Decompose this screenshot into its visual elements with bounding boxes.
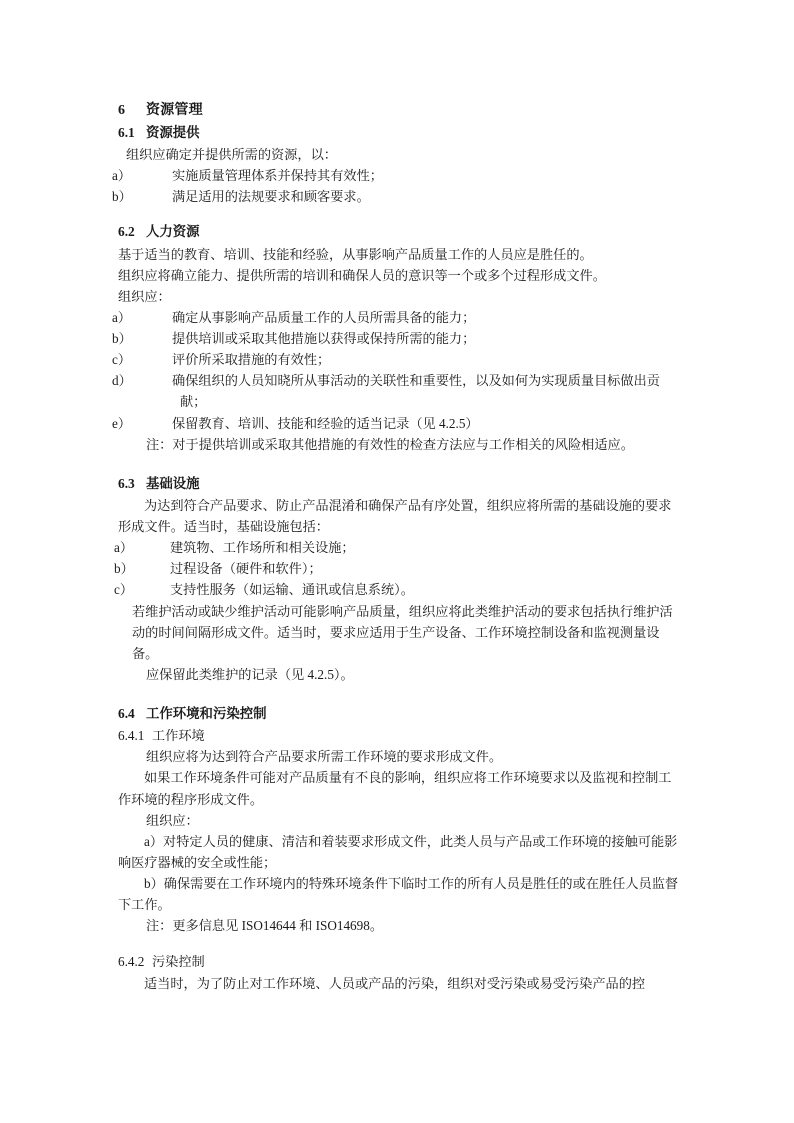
section-6-2-paragraph-2: 组织应将确立能力、提供所需的培训和确保人员的意识等一个或多个过程形成文件。	[118, 267, 606, 283]
section-6-title: 资源管理	[146, 103, 203, 118]
list-item	[112, 413, 684, 434]
list-item-label: a）	[112, 309, 132, 325]
list-item	[112, 349, 684, 370]
list-item	[112, 165, 684, 186]
section-6-4-1-number: 6.4.1	[118, 728, 145, 744]
section-6-4-1-paragraph-3: 组织应：	[146, 812, 199, 828]
section-6-3-paragraph-2: 若维护活动或缺少维护活动可能影响产品质量，组织应将此类维护活动的要求包括执行维护活动的时间间隔形成文件。适当时，要求应适用于生产设备、工作环境控制设备和监视测量设备。	[132, 603, 673, 661]
spacer	[118, 207, 684, 222]
list-item	[112, 328, 684, 349]
list-item	[114, 579, 684, 600]
heading-section-6-1	[118, 123, 684, 143]
list-item-text: 实施质量管理体系并保持其有效性；	[172, 168, 383, 184]
section-6-2-number: 6.2	[118, 224, 135, 240]
list-item-text: 过程设备（硬件和软件）；	[170, 561, 322, 577]
list-item-label: c）	[112, 352, 132, 368]
list-item-label: c）	[114, 582, 134, 598]
heading-section-6-4	[118, 704, 684, 724]
list-item-text: 支持性服务（如运输、通讯或信息系统）。	[170, 582, 414, 598]
list-item-text: 建筑物、工作场所和相关设施；	[170, 540, 355, 556]
heading-section-6-4-1	[118, 725, 684, 746]
section-6-4-1-title: 工作环境	[152, 728, 205, 744]
section-6-4-1-paragraph-1: 组织应将为达到符合产品要求所需工作环境的要求形成文件。	[146, 749, 503, 765]
spacer	[118, 685, 684, 704]
section-6-3-number: 6.3	[118, 475, 135, 491]
section-6-number: 6	[118, 103, 126, 118]
section-6-4-2-paragraph-1: 适当时，为了防止对工作环境、人员或产品的污染，组织对受污染或易受污染产品的控	[144, 975, 646, 991]
list-item	[112, 307, 684, 328]
list-item-text: 确保组织的人员知晓所从事活动的关联性和重要性，以及如何为实现质量目标做出贡献；	[172, 373, 660, 410]
list-item	[114, 537, 684, 558]
section-6-4-1-item-b: b）确保需要在工作环境内的特殊环境条件下临时工作的所有人员是胜任的或在胜任人员监督下工作。	[118, 876, 679, 913]
list-item-text: 保留教育、培训、技能和经验的适当记录（见 4.2.5）	[172, 415, 479, 431]
section-6-2-list	[112, 307, 684, 434]
section-6-2-title: 人力资源	[146, 224, 200, 240]
section-6-1-intro: 组织应确定并提供所需的资源，以：	[126, 147, 337, 163]
section-6-3-list	[114, 537, 684, 600]
section-6-1-number: 6.1	[118, 125, 135, 140]
section-6-4-1-paragraph-2: 如果工作环境条件可能对产品质量有不良的影响，组织应将工作环境要求以及监视和控制工作环境的程序形成文件。	[118, 770, 672, 807]
list-item-text: 满足适用的法规要求和顾客要求。	[172, 189, 370, 205]
heading-section-6-3	[118, 474, 684, 494]
section-6-3-paragraph-1: 为达到符合产品要求、防止产品混淆和确保产品有序处置，组织应将所需的基础设施的要求形成文件。适当时，基础设施包括：	[118, 497, 672, 535]
section-6-1-list	[112, 165, 684, 207]
spacer	[118, 455, 684, 474]
list-item-text: 提供培训或采取其他措施以获得或保持所需的能力；	[172, 331, 476, 347]
list-item	[112, 186, 684, 207]
section-6-1-title: 资源提供	[146, 125, 200, 140]
list-item-label: b）	[114, 561, 134, 577]
list-item	[112, 370, 684, 412]
section-6-2-paragraph-1: 基于适当的教育、培训、技能和经验，从事影响产品质量工作的人员应是胜任的。	[118, 246, 593, 262]
list-item-text: 评价所采取措施的有效性；	[172, 352, 331, 368]
heading-section-6-2	[118, 222, 684, 242]
section-6-3-paragraph-3: 应保留此类维护的记录（见 4.2.5）。	[146, 666, 354, 682]
list-item-text: 确定从事影响产品质量工作的人员所需具备的能力；	[172, 309, 476, 325]
list-item-label: b）	[112, 331, 132, 347]
section-6-4-2-title: 污染控制	[152, 954, 205, 970]
section-6-4-number: 6.4	[118, 706, 135, 722]
heading-section-6-4-2	[118, 951, 684, 972]
section-6-4-title: 工作环境和污染控制	[146, 706, 267, 722]
heading-section-6	[118, 100, 684, 121]
list-item-label: a）	[114, 540, 134, 556]
section-6-4-1-item-a: a）对特定人员的健康、清洁和着装要求形成文件，此类人员与产品或工作环境的接触可能影响医疗器械的安全或性能；	[118, 833, 678, 870]
section-6-4-1-note: 注：更多信息见 ISO14644 和 ISO14698。	[146, 918, 384, 934]
list-item-label: b）	[112, 189, 132, 205]
spacer	[118, 936, 684, 951]
list-item	[114, 558, 684, 579]
list-item-label: a）	[112, 168, 132, 184]
section-6-4-2-number: 6.4.2	[118, 954, 145, 970]
section-6-3-title: 基础设施	[146, 475, 200, 491]
list-item-label: e）	[112, 415, 132, 431]
list-item-label: d）	[112, 373, 132, 389]
section-6-2-paragraph-3: 组织应：	[118, 288, 171, 304]
section-6-2-note: 注：对于提供培训或采取其他措施的有效性的检查方法应与工作相关的风险相适应。	[146, 436, 634, 452]
document-body	[112, 100, 684, 994]
